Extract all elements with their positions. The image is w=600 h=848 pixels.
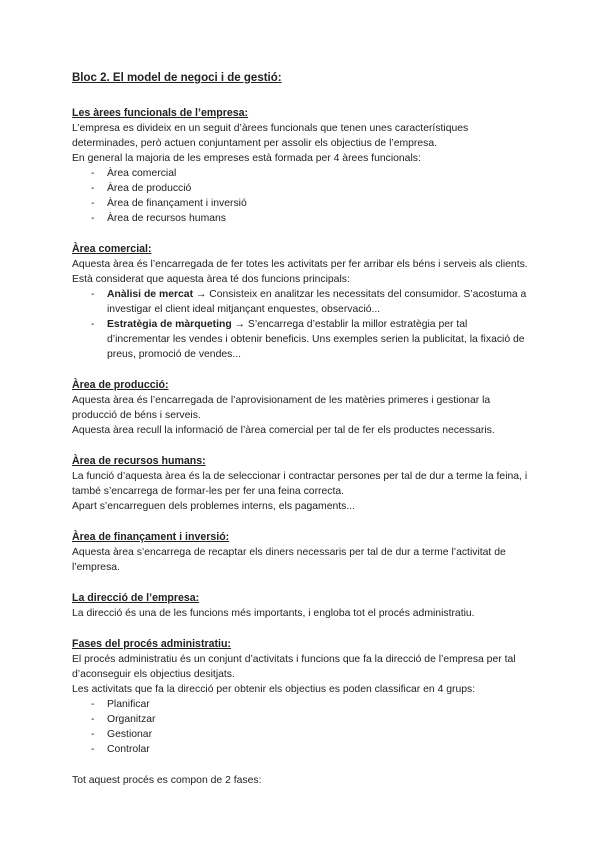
list-item: - Organitzar: [72, 712, 528, 727]
paragraph: Aquesta àrea s’encarrega de recaptar els diners necessaris per tal de dur a terme l’activitat de l’empresa.: [72, 547, 506, 573]
closing-paragraph: Tot aquest procés es compon de 2 fases:: [72, 775, 262, 786]
section-direccio: [72, 591, 528, 621]
list-item: - Planificar: [72, 697, 528, 712]
list-item: [72, 287, 528, 317]
list-item: - Àrea comercial: [72, 166, 528, 181]
section-area-financament: [72, 530, 528, 575]
section-heading: Àrea comercial:: [72, 243, 152, 255]
list-item: - Àrea de recursos humans: [72, 211, 528, 226]
paragraph: Apart s’encarreguen dels problemes interns, els pagaments...: [72, 501, 356, 512]
paragraph: Aquesta àrea és l’encarregada de l’aprovisionament de les matèries primeres i gestionar la producció de béns i serveis.: [72, 395, 491, 421]
list-item: - Àrea de finançament i inversió: [72, 196, 528, 211]
list-item: [72, 317, 528, 362]
section-heading: Fases del procés administratiu:: [72, 638, 231, 650]
paragraph: La direcció és una de les funcions més importants, i engloba tot el procés administratiu.: [72, 608, 475, 619]
paragraph: Les activitats que fa la direcció per obtenir els objectius es poden classificar en 4 grups:: [72, 684, 476, 695]
section-heading: Àrea de recursos humans:: [72, 455, 206, 467]
paragraph: Aquesta àrea recull la informació de l’àrea comercial per tal de fer els productes necessaris.: [72, 425, 495, 436]
section-fases-proces: [72, 637, 528, 757]
list-item: - Gestionar: [72, 727, 528, 742]
section-arees-funcionals: [72, 106, 528, 226]
section-area-produccio: [72, 378, 528, 438]
list-item: - Àrea de producció: [72, 181, 528, 196]
term-description: → Consisteix en analitzar les necessitats del consumidor. S’acostuma a investigar el client ideal mitjançant enquestes, observació...: [107, 289, 527, 315]
section-area-comercial: [72, 242, 528, 362]
section-heading: Les àrees funcionals de l’empresa:: [72, 107, 249, 119]
paragraph: El procés administratiu és un conjunt d’activitats i funcions que fa la direcció de l’empresa per tal d’aconseguir els objectius desitjats.: [72, 654, 516, 680]
list-item: - Controlar: [72, 742, 528, 757]
comercial-functions-list: [72, 287, 528, 362]
section-area-rrhh: [72, 454, 528, 514]
section-heading: Àrea de producció:: [72, 379, 169, 391]
paragraph: La funció d’aquesta àrea és la de seleccionar i contractar persones per tal de dur a terme la feina, i també s’encarrega de formar-les per fer una feina correcta.: [72, 471, 528, 497]
paragraph: Aquesta àrea és l’encarregada de fer totes les activitats per fer arribar els béns i serveis als clients. Està considerat que aquesta àrea té dos funcions principals:: [72, 259, 528, 285]
term-label: Anàlisi de mercat: [107, 289, 194, 300]
section-heading: Àrea de finançament i inversió:: [72, 531, 230, 543]
paragraph: En general la majoria de les empreses està formada per 4 àrees funcionals:: [72, 153, 421, 164]
section-heading: La direcció de l’empresa:: [72, 592, 200, 604]
document-title: Bloc 2. El model de negoci i de gestió:: [72, 72, 282, 84]
arees-list: [72, 166, 528, 226]
term-label: Estratègia de màrqueting: [107, 319, 232, 330]
paragraph: L’empresa es divideix en un seguit d’àrees funcionals que tenen unes característiques determinades, però actuen conjuntament per assolir els objectius de l’empresa.: [72, 123, 469, 149]
term-description: → S’encarrega d’establir la millor estratègia per tal d’incrementar les vendes i obtenir beneficis. Uns exemples serien la publicitat, la fixació de preus, promoció de vendes...: [107, 319, 525, 360]
grups-list: [72, 697, 528, 757]
